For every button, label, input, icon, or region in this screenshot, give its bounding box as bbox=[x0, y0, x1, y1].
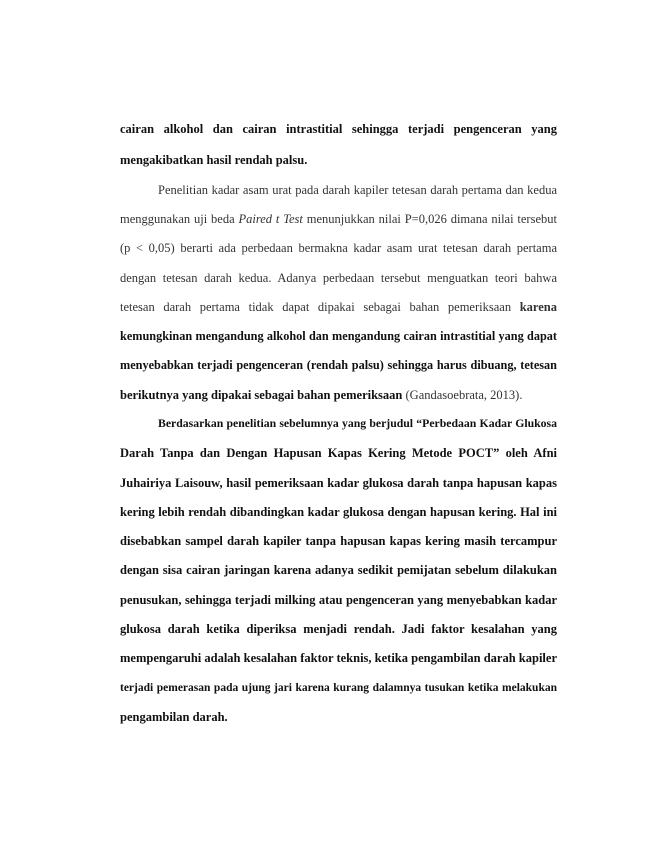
p2-line-5 bbox=[120, 299, 557, 315]
p1-line-1: cairan alkohol dan cairan intrastitial sehingga terjadi pengenceran yang bbox=[120, 122, 557, 136]
p2-line-5-b: karena bbox=[519, 300, 557, 314]
p2-line-6: kemungkinan mengandung alkohol dan mengandung cairan intrastitial yang dapat bbox=[120, 329, 557, 343]
p2-line-1: Penelitian kadar asam urat pada darah kapiler tetesan darah pertama dan kedua bbox=[158, 183, 557, 197]
p2-line-3: (p < 0,05) berarti ada perbedaan bermakna kadar asam urat tetesan darah pertama bbox=[120, 241, 557, 255]
p3-line-8: glukosa darah ketika diperiksa menjadi rendah. Jadi faktor kesalahan yang bbox=[120, 622, 557, 636]
p3-line-4: kering lebih rendah dibandingkan kadar glukosa dengan hapusan kering. Hal ini bbox=[120, 505, 557, 519]
p3-line-3: Juhairiya Laisouw, hasil pemeriksaan kadar glukosa darah tanpa hapusan kapas bbox=[120, 476, 557, 490]
p2-line-8-a: berikutnya yang dipakai sebagai bahan pemeriksaan bbox=[120, 388, 403, 402]
p3-line-6: dengan sisa cairan jaringan karena adanya sedikit pemijatan sebelum dilakukan bbox=[120, 563, 557, 577]
p2-line-8 bbox=[120, 387, 557, 403]
p2-line-7: menyebabkan terjadi pengenceran (rendah palsu) sehingga harus dibuang, tetesan bbox=[120, 358, 557, 372]
p2-line-2 bbox=[120, 211, 557, 227]
p1-line-2: mengakibatkan hasil rendah palsu. bbox=[120, 153, 308, 167]
paired-t-test-term: Paired t Test bbox=[238, 212, 303, 226]
p3-line-9: mempengaruhi adalah kesalahan faktor teknis, ketika pengambilan darah kapiler bbox=[120, 651, 557, 665]
p3-line-10: terjadi pemerasan pada ujung jari karena kurang dalamnya tusukan ketika melakukan bbox=[120, 682, 557, 694]
p2-line-2-c: menunjukkan nilai P=0,026 dimana nilai tersebut bbox=[302, 212, 557, 226]
p3-line-11: pengambilan darah. bbox=[120, 710, 228, 724]
citation: (Gandasoebrata, 2013). bbox=[402, 388, 523, 402]
p2-line-4: dengan tetesan darah kedua. Adanya perbedaan tersebut menguatkan teori bahwa bbox=[120, 271, 557, 285]
p3-line-2: Darah Tanpa dan Dengan Hapusan Kapas Kering Metode POCT” oleh Afni bbox=[120, 446, 557, 460]
p2-line-5-a: tetesan darah pertama tidak dapat dipakai sebagai bahan pemeriksaan bbox=[120, 300, 520, 314]
p3-line-5: disebabkan sampel darah kapiler tanpa hapusan kapas kering masih tercampur bbox=[120, 534, 557, 548]
p3-line-7: penusukan, sehingga terjadi milking atau pengenceran yang menyebabkan kadar bbox=[120, 593, 557, 607]
p2-line-2-a: menggunakan uji beda bbox=[120, 212, 239, 226]
p3-line-1: Berdasarkan penelitian sebelumnya yang berjudul “Perbedaan Kadar Glukosa bbox=[158, 417, 557, 430]
